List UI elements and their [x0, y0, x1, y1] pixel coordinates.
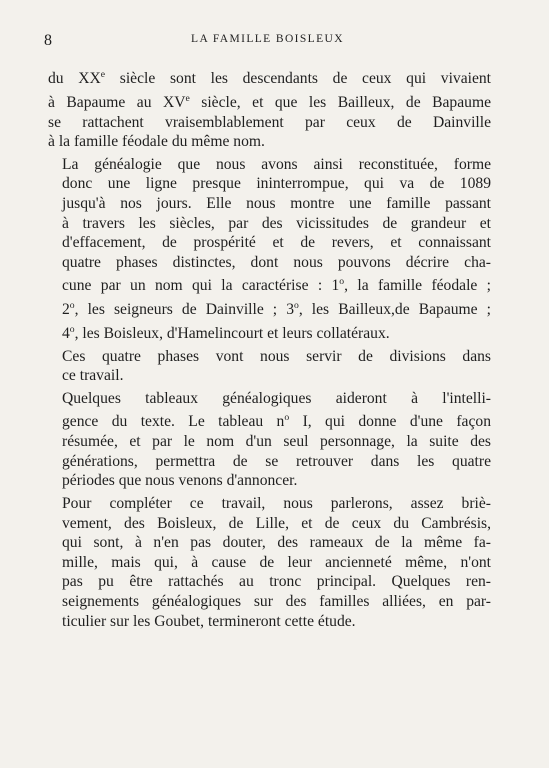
text-line: périodes que nous venons d'annoncer.	[62, 472, 298, 490]
paragraph	[48, 65, 491, 152]
text-line: Quelques tableaux généalogiques aideront à l'intelli-	[62, 389, 491, 407]
text-line: d'effacement, de prospérité et de revers, et connaissant	[62, 234, 491, 252]
body-text	[48, 65, 491, 634]
paragraph	[48, 155, 491, 344]
text-line: à Bapaume au XVe siècle, et que les Bailleux, de Bapaume	[48, 92, 491, 111]
text-line: se rattachent vraisemblablement par ceux de Dainville	[48, 113, 491, 131]
text-line: générations, permettra de se retrouver dans les quatre	[62, 452, 491, 470]
text-line: 4$^o$, les Boisleux, d'Hamelincourt et leurs collatéraux.	[62, 323, 390, 343]
text-line: cune par un nom qui la caractérise : 1$^o$, la famille féodale ;	[62, 276, 491, 295]
text-line: seignements généalogiques sur des familles alliées, en par-	[62, 592, 491, 610]
text-line: 2$^o$, les seigneurs de Dainville ; 3$^o$, les Bailleux,de Bapaume ;	[62, 300, 491, 319]
text-line: vement, des Boisleux, de Lille, et de ceux du Cambrésis,	[62, 514, 491, 532]
text-line: du XXe siècle sont les descendants de ceux qui vivaient	[48, 69, 491, 88]
text-line: ce travail.	[62, 367, 124, 385]
text-line: qui sont, à n'en pas douter, des rameaux de la même fa-	[62, 534, 491, 552]
text-line: gence du texte. Le tableau $n^o$ I, qui donne d'une façon	[62, 412, 491, 431]
text-line: La généalogie que nous avons ainsi reconstituée, forme	[62, 155, 491, 173]
text-line: jusqu'à nos jours. Elle nous montre une famille passant	[62, 194, 491, 212]
text-line: résumée, et par le nom d'un seul personnage, la suite des	[62, 433, 491, 451]
text-line: Pour compléter ce travail, nous parlerons, assez briè-	[62, 495, 491, 512]
text-line: donc une ligne presque ininterrompue, qui va de 1089	[62, 175, 491, 193]
text-line: ticulier sur les Goubet, termineront cette étude.	[62, 612, 356, 630]
page-number: 8	[44, 32, 52, 49]
text-line: pas pu être rattachés au tronc principal. Quelques ren-	[62, 573, 491, 591]
text-line: quatre phases distinctes, dont nous pouvons décrire cha-	[62, 253, 491, 271]
running-title: LA FAMILLE BOISLEUX	[191, 33, 344, 45]
paragraph	[48, 389, 491, 491]
paragraph	[48, 347, 491, 386]
page-header	[44, 32, 491, 50]
text-line: à la famille féodale du même nom.	[48, 133, 265, 151]
text-line: mille, mais qui, à cause de leur ancienneté même, n'ont	[62, 553, 491, 571]
text-line: à travers les siècles, par des vicissitudes de grandeur et	[62, 214, 491, 232]
paragraph	[48, 494, 491, 631]
text-line: Ces quatre phases vont nous servir de divisions dans	[62, 347, 491, 365]
